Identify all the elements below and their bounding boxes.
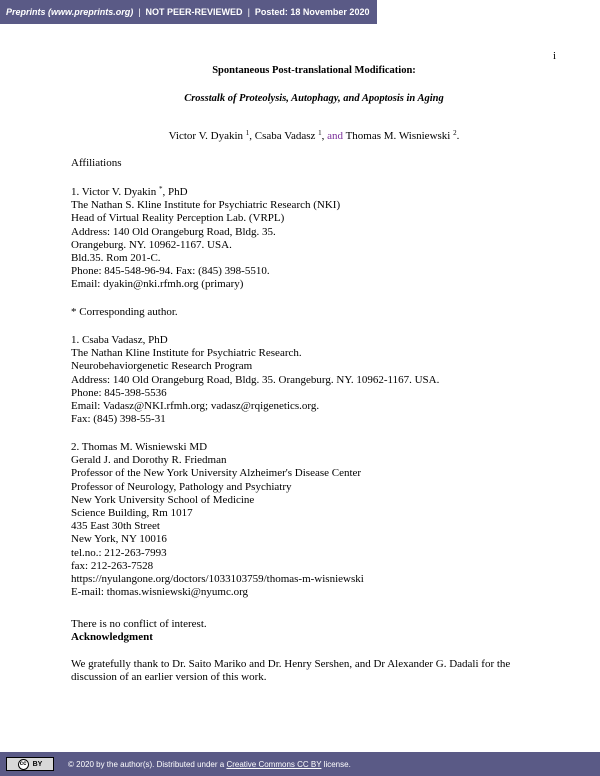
- affiliation-line: New York, NY 10016: [71, 533, 167, 546]
- license-footer: [0, 752, 600, 776]
- acknowledgment-line: discussion of an earlier version of this work.: [71, 671, 267, 684]
- conflict-statement: There is no conflict of interest.: [71, 618, 207, 630]
- acknowledgment-heading: Acknowledgment: [71, 631, 153, 643]
- affiliation-line: New York University School of Medicine: [71, 493, 255, 506]
- affiliation-line: https://nyulangone.org/doctors/1033103759/thomas-m-wisniewski: [71, 573, 364, 586]
- paper-title: Spontaneous Post-translational Modification:: [212, 65, 416, 76]
- preprints-label: Preprints (www.preprints.org): [6, 7, 134, 17]
- affiliation-line: Email: Vadasz@NKI.rfmh.org; vadasz@rqigenetics.org.: [71, 400, 320, 413]
- affiliation-vadasz: [71, 334, 591, 426]
- affiliation-wisniewski: [71, 441, 591, 599]
- affiliation-line: 2. Thomas M. Wisniewski MD: [71, 441, 208, 453]
- affiliation-line: Bld.35. Rom 201-C.: [71, 252, 161, 265]
- affiliation-line: Phone: 845-398-5536: [71, 386, 167, 399]
- affiliation-line: E-mail: thomas.wisniewski@nyumc.org: [71, 586, 249, 599]
- paper-subtitle: Crosstalk of Proteolysis, Autophagy, and Apoptosis in Aging: [184, 93, 444, 104]
- banner-separator: |: [138, 7, 141, 17]
- acknowledgment-text: [71, 658, 591, 684]
- affiliation-line: Phone: 845-548-96-94. Fax: (845) 398-5510.: [71, 265, 270, 278]
- affiliation-line: The Nathan Kline Institute for Psychiatric Research.: [71, 347, 302, 360]
- affiliation-line: Fax: (845) 398-55-31: [71, 413, 166, 426]
- affiliation-line: The Nathan S. Kline Institute for Psychiatric Research (NKI): [71, 199, 341, 212]
- affiliation-dyakin: [71, 183, 591, 292]
- affiliation-line: Address: 140 Old Orangeburg Road, Bldg. 35. Orangeburg. NY. 10962-1167. USA.: [71, 373, 440, 386]
- affiliation-line: 1. Csaba Vadasz, PhD: [71, 334, 168, 346]
- affiliation-line: tel.no.: 212-263-7993: [71, 546, 167, 559]
- corresponding-author-note: * Corresponding author.: [71, 306, 178, 318]
- affiliation-line: Address: 140 Old Orangeburg Road, Bldg. 35.: [71, 225, 276, 238]
- cc-by-badge-icon[interactable]: [6, 757, 54, 771]
- affiliation-line: Gerald J. and Dorothy R. Friedman: [71, 454, 227, 467]
- affiliation-line: Neurobehaviorgenetic Research Program: [71, 360, 253, 373]
- acknowledgment-line: We gratefully thank to Dr. Saito Mariko and Dr. Henry Sershen, and Dr Alexander G. Dadali for the: [71, 658, 511, 670]
- cc-circle-icon: cc: [18, 759, 29, 770]
- affiliation-line: Professor of the New York University Alzheimer's Disease Center: [71, 467, 362, 480]
- by-label: BY: [32, 760, 43, 768]
- affiliation-line: Orangeburg. NY. 10962-1167. USA.: [71, 238, 232, 251]
- creative-commons-link[interactable]: Creative Commons CC BY: [226, 759, 322, 769]
- and-link[interactable]: and: [327, 130, 344, 142]
- affiliation-name-line: 1. Victor V. Dyakin *, PhD: [71, 185, 188, 198]
- affiliation-line: Email: dyakin@nki.rfmh.org (primary): [71, 278, 244, 291]
- footer-text: © 2020 by the author(s). Distributed under a Creative Commons CC BY license.: [68, 759, 351, 769]
- page-number: i: [553, 50, 557, 62]
- not-peer-reviewed-label: NOT PEER-REVIEWED: [145, 7, 243, 17]
- preprint-banner: [0, 0, 377, 24]
- affiliation-line: Science Building, Rm 1017: [71, 507, 193, 520]
- affiliation-line: 435 East 30th Street: [71, 520, 160, 533]
- affiliations-heading: Affiliations: [71, 157, 122, 169]
- affiliation-line: Professor of Neurology, Pathology and Psychiatry: [71, 480, 292, 493]
- affiliation-line: Head of Virtual Reality Perception Lab. (VRPL): [71, 212, 285, 225]
- affiliation-line: fax: 212-263-7528: [71, 559, 154, 572]
- posted-date: Posted: 18 November 2020: [254, 7, 370, 17]
- author-line: Victor V. Dyakin $^1$, Csaba Vadasz $^1$, and Thomas M. Wisniewski $^2$.: [168, 129, 460, 142]
- banner-separator: |: [247, 7, 250, 17]
